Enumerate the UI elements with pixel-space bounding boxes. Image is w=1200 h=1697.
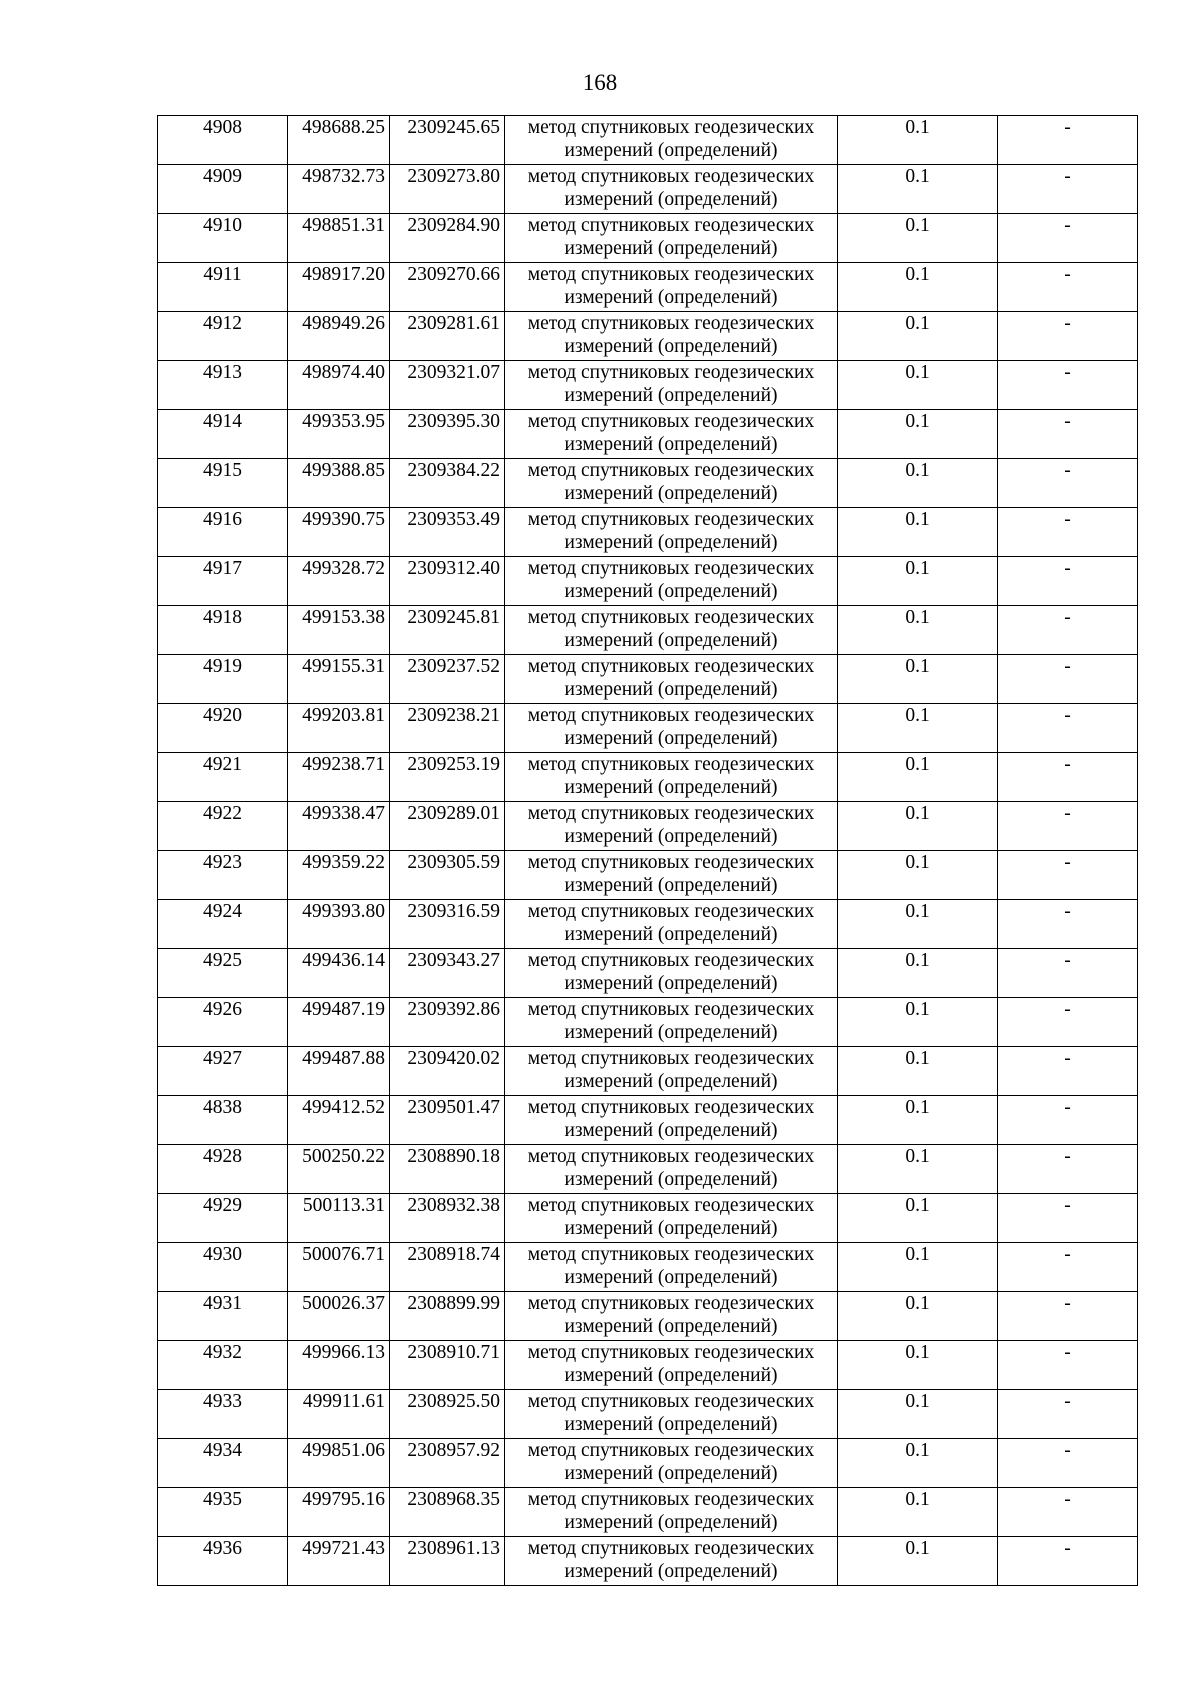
- y-coordinate-cell: 2308899.99: [390, 1292, 505, 1341]
- method-line-1: метод спутниковых геодезических: [527, 1048, 815, 1069]
- accuracy-cell: 0.1: [838, 655, 998, 704]
- method-line-1: метод спутниковых геодезических: [527, 1244, 815, 1265]
- method-cell: [505, 851, 838, 900]
- x-coordinate-cell: 500250.22: [288, 1145, 390, 1194]
- accuracy-cell: 0.1: [838, 1537, 998, 1586]
- table-row: [158, 753, 1138, 802]
- accuracy-cell: 0.1: [838, 557, 998, 606]
- description-cell: -: [998, 459, 1138, 508]
- y-coordinate-cell: 2309353.49: [390, 508, 505, 557]
- method-cell: [505, 361, 838, 410]
- method-line-2: измерений (определений): [564, 777, 778, 798]
- method-line-1: метод спутниковых геодезических: [527, 215, 815, 236]
- table-row: [158, 508, 1138, 557]
- table-row: [158, 459, 1138, 508]
- method-line-1: метод спутниковых геодезических: [527, 754, 815, 775]
- y-coordinate-cell: 2309245.81: [390, 606, 505, 655]
- method-line-2: измерений (определений): [564, 1218, 778, 1239]
- point-number-cell: 4925: [158, 949, 288, 998]
- y-coordinate-cell: 2309321.07: [390, 361, 505, 410]
- method-cell: [505, 1292, 838, 1341]
- method-line-1: метод спутниковых геодезических: [527, 1146, 815, 1167]
- point-number-cell: 4923: [158, 851, 288, 900]
- method-line-2: измерений (определений): [564, 336, 778, 357]
- method-cell: [505, 998, 838, 1047]
- point-number-cell: 4919: [158, 655, 288, 704]
- table-row: [158, 1194, 1138, 1243]
- description-cell: -: [998, 116, 1138, 165]
- method-line-1: метод спутниковых геодезических: [527, 1342, 815, 1363]
- table-row: [158, 1292, 1138, 1341]
- point-number-cell: 4908: [158, 116, 288, 165]
- table-row: [158, 1047, 1138, 1096]
- y-coordinate-cell: 2309384.22: [390, 459, 505, 508]
- x-coordinate-cell: 499851.06: [288, 1439, 390, 1488]
- table-row: [158, 214, 1138, 263]
- point-number-cell: 4913: [158, 361, 288, 410]
- point-number-cell: 4921: [158, 753, 288, 802]
- method-cell: [505, 655, 838, 704]
- description-cell: -: [998, 802, 1138, 851]
- y-coordinate-cell: 2309238.21: [390, 704, 505, 753]
- x-coordinate-cell: 498974.40: [288, 361, 390, 410]
- coordinates-table: [157, 115, 1138, 1586]
- y-coordinate-cell: 2309289.01: [390, 802, 505, 851]
- table-row: [158, 1341, 1138, 1390]
- point-number-cell: 4838: [158, 1096, 288, 1145]
- y-coordinate-cell: 2309316.59: [390, 900, 505, 949]
- point-number-cell: 4915: [158, 459, 288, 508]
- method-cell: [505, 802, 838, 851]
- x-coordinate-cell: 499328.72: [288, 557, 390, 606]
- accuracy-cell: 0.1: [838, 263, 998, 312]
- table-row: [158, 1439, 1138, 1488]
- method-line-1: метод спутниковых геодезических: [527, 656, 815, 677]
- description-cell: -: [998, 655, 1138, 704]
- table-row: [158, 1390, 1138, 1439]
- table-row: [158, 165, 1138, 214]
- point-number-cell: 4924: [158, 900, 288, 949]
- point-number-cell: 4911: [158, 263, 288, 312]
- description-cell: -: [998, 704, 1138, 753]
- method-line-2: измерений (определений): [564, 1512, 778, 1533]
- x-coordinate-cell: 499721.43: [288, 1537, 390, 1586]
- method-line-2: измерений (определений): [564, 1414, 778, 1435]
- table-row: [158, 1537, 1138, 1586]
- method-cell: [505, 116, 838, 165]
- method-line-2: измерений (определений): [564, 1071, 778, 1092]
- method-line-2: измерений (определений): [564, 483, 778, 504]
- method-line-1: метод спутниковых геодезических: [527, 411, 815, 432]
- y-coordinate-cell: 2309420.02: [390, 1047, 505, 1096]
- table-row: [158, 655, 1138, 704]
- y-coordinate-cell: 2309312.40: [390, 557, 505, 606]
- description-cell: -: [998, 557, 1138, 606]
- table-row: [158, 606, 1138, 655]
- table-row: [158, 949, 1138, 998]
- y-coordinate-cell: 2309270.66: [390, 263, 505, 312]
- method-line-2: измерений (определений): [564, 287, 778, 308]
- accuracy-cell: 0.1: [838, 998, 998, 1047]
- method-cell: [505, 606, 838, 655]
- accuracy-cell: 0.1: [838, 802, 998, 851]
- x-coordinate-cell: 498688.25: [288, 116, 390, 165]
- table-row: [158, 704, 1138, 753]
- method-line-1: метод спутниковых геодезических: [527, 166, 815, 187]
- x-coordinate-cell: 499153.38: [288, 606, 390, 655]
- method-line-2: измерений (определений): [564, 1169, 778, 1190]
- method-line-1: метод спутниковых геодезических: [527, 901, 815, 922]
- point-number-cell: 4926: [158, 998, 288, 1047]
- x-coordinate-cell: 498949.26: [288, 312, 390, 361]
- x-coordinate-cell: 499155.31: [288, 655, 390, 704]
- method-cell: [505, 557, 838, 606]
- x-coordinate-cell: 499338.47: [288, 802, 390, 851]
- x-coordinate-cell: 499436.14: [288, 949, 390, 998]
- method-cell: [505, 459, 838, 508]
- point-number-cell: 4909: [158, 165, 288, 214]
- method-line-2: измерений (определений): [564, 924, 778, 945]
- method-line-2: измерений (определений): [564, 1267, 778, 1288]
- table-row: [158, 998, 1138, 1047]
- x-coordinate-cell: 498732.73: [288, 165, 390, 214]
- accuracy-cell: 0.1: [838, 116, 998, 165]
- y-coordinate-cell: 2309253.19: [390, 753, 505, 802]
- point-number-cell: 4922: [158, 802, 288, 851]
- table-row: [158, 410, 1138, 459]
- x-coordinate-cell: 499487.88: [288, 1047, 390, 1096]
- method-cell: [505, 410, 838, 459]
- table-body: [158, 116, 1138, 1586]
- method-line-1: метод спутниковых геодезических: [527, 705, 815, 726]
- method-line-2: измерений (определений): [564, 189, 778, 210]
- description-cell: -: [998, 753, 1138, 802]
- y-coordinate-cell: 2309273.80: [390, 165, 505, 214]
- method-line-2: измерений (определений): [564, 532, 778, 553]
- description-cell: -: [998, 1341, 1138, 1390]
- method-line-1: метод спутниковых геодезических: [527, 1440, 815, 1461]
- method-cell: [505, 214, 838, 263]
- method-line-1: метод спутниковых геодезических: [527, 852, 815, 873]
- point-number-cell: 4934: [158, 1439, 288, 1488]
- method-line-1: метод спутниковых геодезических: [527, 1489, 815, 1510]
- description-cell: -: [998, 165, 1138, 214]
- method-cell: [505, 1243, 838, 1292]
- x-coordinate-cell: 499359.22: [288, 851, 390, 900]
- y-coordinate-cell: 2308925.50: [390, 1390, 505, 1439]
- point-number-cell: 4916: [158, 508, 288, 557]
- method-cell: [505, 753, 838, 802]
- description-cell: -: [998, 263, 1138, 312]
- accuracy-cell: 0.1: [838, 1047, 998, 1096]
- table-row: [158, 1096, 1138, 1145]
- accuracy-cell: 0.1: [838, 1194, 998, 1243]
- method-line-2: измерений (определений): [564, 1365, 778, 1386]
- x-coordinate-cell: 499795.16: [288, 1488, 390, 1537]
- method-line-2: измерений (определений): [564, 826, 778, 847]
- method-line-1: метод спутниковых геодезических: [527, 607, 815, 628]
- method-line-2: измерений (определений): [564, 875, 778, 896]
- description-cell: -: [998, 1194, 1138, 1243]
- description-cell: -: [998, 851, 1138, 900]
- description-cell: -: [998, 508, 1138, 557]
- accuracy-cell: 0.1: [838, 410, 998, 459]
- accuracy-cell: 0.1: [838, 1243, 998, 1292]
- x-coordinate-cell: 498917.20: [288, 263, 390, 312]
- accuracy-cell: 0.1: [838, 1488, 998, 1537]
- method-line-1: метод спутниковых геодезических: [527, 1538, 815, 1559]
- accuracy-cell: 0.1: [838, 606, 998, 655]
- method-cell: [505, 1047, 838, 1096]
- y-coordinate-cell: 2309245.65: [390, 116, 505, 165]
- accuracy-cell: 0.1: [838, 1341, 998, 1390]
- x-coordinate-cell: 500113.31: [288, 1194, 390, 1243]
- method-line-2: измерений (определений): [564, 679, 778, 700]
- method-cell: [505, 1537, 838, 1586]
- description-cell: -: [998, 1096, 1138, 1145]
- point-number-cell: 4917: [158, 557, 288, 606]
- method-line-2: измерений (определений): [564, 434, 778, 455]
- description-cell: -: [998, 900, 1138, 949]
- description-cell: -: [998, 1439, 1138, 1488]
- x-coordinate-cell: 499390.75: [288, 508, 390, 557]
- point-number-cell: 4936: [158, 1537, 288, 1586]
- point-number-cell: 4927: [158, 1047, 288, 1096]
- point-number-cell: 4920: [158, 704, 288, 753]
- y-coordinate-cell: 2309395.30: [390, 410, 505, 459]
- table-row: [158, 557, 1138, 606]
- x-coordinate-cell: 499353.95: [288, 410, 390, 459]
- y-coordinate-cell: 2309284.90: [390, 214, 505, 263]
- y-coordinate-cell: 2309392.86: [390, 998, 505, 1047]
- table-row: [158, 312, 1138, 361]
- method-line-2: измерений (определений): [564, 1022, 778, 1043]
- method-line-1: метод спутниковых геодезических: [527, 264, 815, 285]
- method-line-2: измерений (определений): [564, 973, 778, 994]
- accuracy-cell: 0.1: [838, 312, 998, 361]
- point-number-cell: 4914: [158, 410, 288, 459]
- description-cell: -: [998, 1390, 1138, 1439]
- accuracy-cell: 0.1: [838, 949, 998, 998]
- method-line-1: метод спутниковых геодезических: [527, 1195, 815, 1216]
- method-line-2: измерений (определений): [564, 140, 778, 161]
- x-coordinate-cell: 500076.71: [288, 1243, 390, 1292]
- method-line-1: метод спутниковых геодезических: [527, 558, 815, 579]
- accuracy-cell: 0.1: [838, 361, 998, 410]
- point-number-cell: 4930: [158, 1243, 288, 1292]
- method-line-2: измерений (определений): [564, 1463, 778, 1484]
- point-number-cell: 4912: [158, 312, 288, 361]
- accuracy-cell: 0.1: [838, 1292, 998, 1341]
- accuracy-cell: 0.1: [838, 753, 998, 802]
- y-coordinate-cell: 2309501.47: [390, 1096, 505, 1145]
- method-cell: [505, 1439, 838, 1488]
- x-coordinate-cell: 499487.19: [288, 998, 390, 1047]
- method-line-2: измерений (определений): [564, 630, 778, 651]
- method-line-1: метод спутниковых геодезических: [527, 950, 815, 971]
- accuracy-cell: 0.1: [838, 851, 998, 900]
- x-coordinate-cell: 498851.31: [288, 214, 390, 263]
- accuracy-cell: 0.1: [838, 1145, 998, 1194]
- method-line-2: измерений (определений): [564, 728, 778, 749]
- x-coordinate-cell: 499203.81: [288, 704, 390, 753]
- description-cell: -: [998, 410, 1138, 459]
- table-row: [158, 361, 1138, 410]
- y-coordinate-cell: 2308961.13: [390, 1537, 505, 1586]
- method-cell: [505, 1145, 838, 1194]
- description-cell: -: [998, 361, 1138, 410]
- y-coordinate-cell: 2309237.52: [390, 655, 505, 704]
- method-line-1: метод спутниковых геодезических: [527, 362, 815, 383]
- accuracy-cell: 0.1: [838, 459, 998, 508]
- table-row: [158, 1145, 1138, 1194]
- method-line-2: измерений (определений): [564, 1120, 778, 1141]
- method-cell: [505, 1341, 838, 1390]
- x-coordinate-cell: 499238.71: [288, 753, 390, 802]
- point-number-cell: 4933: [158, 1390, 288, 1439]
- method-cell: [505, 263, 838, 312]
- method-cell: [505, 508, 838, 557]
- description-cell: -: [998, 1047, 1138, 1096]
- method-line-1: метод спутниковых геодезических: [527, 803, 815, 824]
- y-coordinate-cell: 2309343.27: [390, 949, 505, 998]
- accuracy-cell: 0.1: [838, 1439, 998, 1488]
- method-line-1: метод спутниковых геодезических: [527, 1293, 815, 1314]
- y-coordinate-cell: 2308890.18: [390, 1145, 505, 1194]
- table-row: [158, 116, 1138, 165]
- accuracy-cell: 0.1: [838, 508, 998, 557]
- accuracy-cell: 0.1: [838, 704, 998, 753]
- y-coordinate-cell: 2308910.71: [390, 1341, 505, 1390]
- method-cell: [505, 1488, 838, 1537]
- description-cell: -: [998, 998, 1138, 1047]
- y-coordinate-cell: 2309281.61: [390, 312, 505, 361]
- table-row: [158, 802, 1138, 851]
- description-cell: -: [998, 1488, 1138, 1537]
- accuracy-cell: 0.1: [838, 900, 998, 949]
- x-coordinate-cell: 499388.85: [288, 459, 390, 508]
- method-line-1: метод спутниковых геодезических: [527, 1097, 815, 1118]
- table-row: [158, 900, 1138, 949]
- x-coordinate-cell: 500026.37: [288, 1292, 390, 1341]
- method-line-1: метод спутниковых геодезических: [527, 509, 815, 530]
- description-cell: -: [998, 1145, 1138, 1194]
- method-line-2: измерений (определений): [564, 1561, 778, 1582]
- point-number-cell: 4918: [158, 606, 288, 655]
- description-cell: -: [998, 949, 1138, 998]
- page-number: 168: [582, 70, 618, 95]
- method-line-1: метод спутниковых геодезических: [527, 999, 815, 1020]
- method-cell: [505, 1096, 838, 1145]
- method-line-1: метод спутниковых геодезических: [527, 1391, 815, 1412]
- table-row: [158, 1243, 1138, 1292]
- method-cell: [505, 312, 838, 361]
- method-line-1: метод спутниковых геодезических: [527, 117, 815, 138]
- method-line-2: измерений (определений): [564, 1316, 778, 1337]
- x-coordinate-cell: 499393.80: [288, 900, 390, 949]
- method-line-2: измерений (определений): [564, 238, 778, 259]
- accuracy-cell: 0.1: [838, 1096, 998, 1145]
- method-line-2: измерений (определений): [564, 385, 778, 406]
- point-number-cell: 4929: [158, 1194, 288, 1243]
- y-coordinate-cell: 2308918.74: [390, 1243, 505, 1292]
- point-number-cell: 4910: [158, 214, 288, 263]
- method-cell: [505, 900, 838, 949]
- point-number-cell: 4935: [158, 1488, 288, 1537]
- description-cell: -: [998, 1292, 1138, 1341]
- description-cell: -: [998, 1537, 1138, 1586]
- y-coordinate-cell: 2309305.59: [390, 851, 505, 900]
- point-number-cell: 4928: [158, 1145, 288, 1194]
- method-cell: [505, 1390, 838, 1439]
- accuracy-cell: 0.1: [838, 214, 998, 263]
- table-row: [158, 851, 1138, 900]
- table-row: [158, 1488, 1138, 1537]
- method-line-1: метод спутниковых геодезических: [527, 313, 815, 334]
- y-coordinate-cell: 2308932.38: [390, 1194, 505, 1243]
- y-coordinate-cell: 2308957.92: [390, 1439, 505, 1488]
- description-cell: -: [998, 606, 1138, 655]
- x-coordinate-cell: 499911.61: [288, 1390, 390, 1439]
- description-cell: -: [998, 312, 1138, 361]
- description-cell: -: [998, 1243, 1138, 1292]
- point-number-cell: 4931: [158, 1292, 288, 1341]
- accuracy-cell: 0.1: [838, 1390, 998, 1439]
- method-line-1: метод спутниковых геодезических: [527, 460, 815, 481]
- method-cell: [505, 165, 838, 214]
- x-coordinate-cell: 499966.13: [288, 1341, 390, 1390]
- method-cell: [505, 704, 838, 753]
- accuracy-cell: 0.1: [838, 165, 998, 214]
- point-number-cell: 4932: [158, 1341, 288, 1390]
- method-cell: [505, 949, 838, 998]
- x-coordinate-cell: 499412.52: [288, 1096, 390, 1145]
- y-coordinate-cell: 2308968.35: [390, 1488, 505, 1537]
- method-cell: [505, 1194, 838, 1243]
- method-line-2: измерений (определений): [564, 581, 778, 602]
- description-cell: -: [998, 214, 1138, 263]
- table-row: [158, 263, 1138, 312]
